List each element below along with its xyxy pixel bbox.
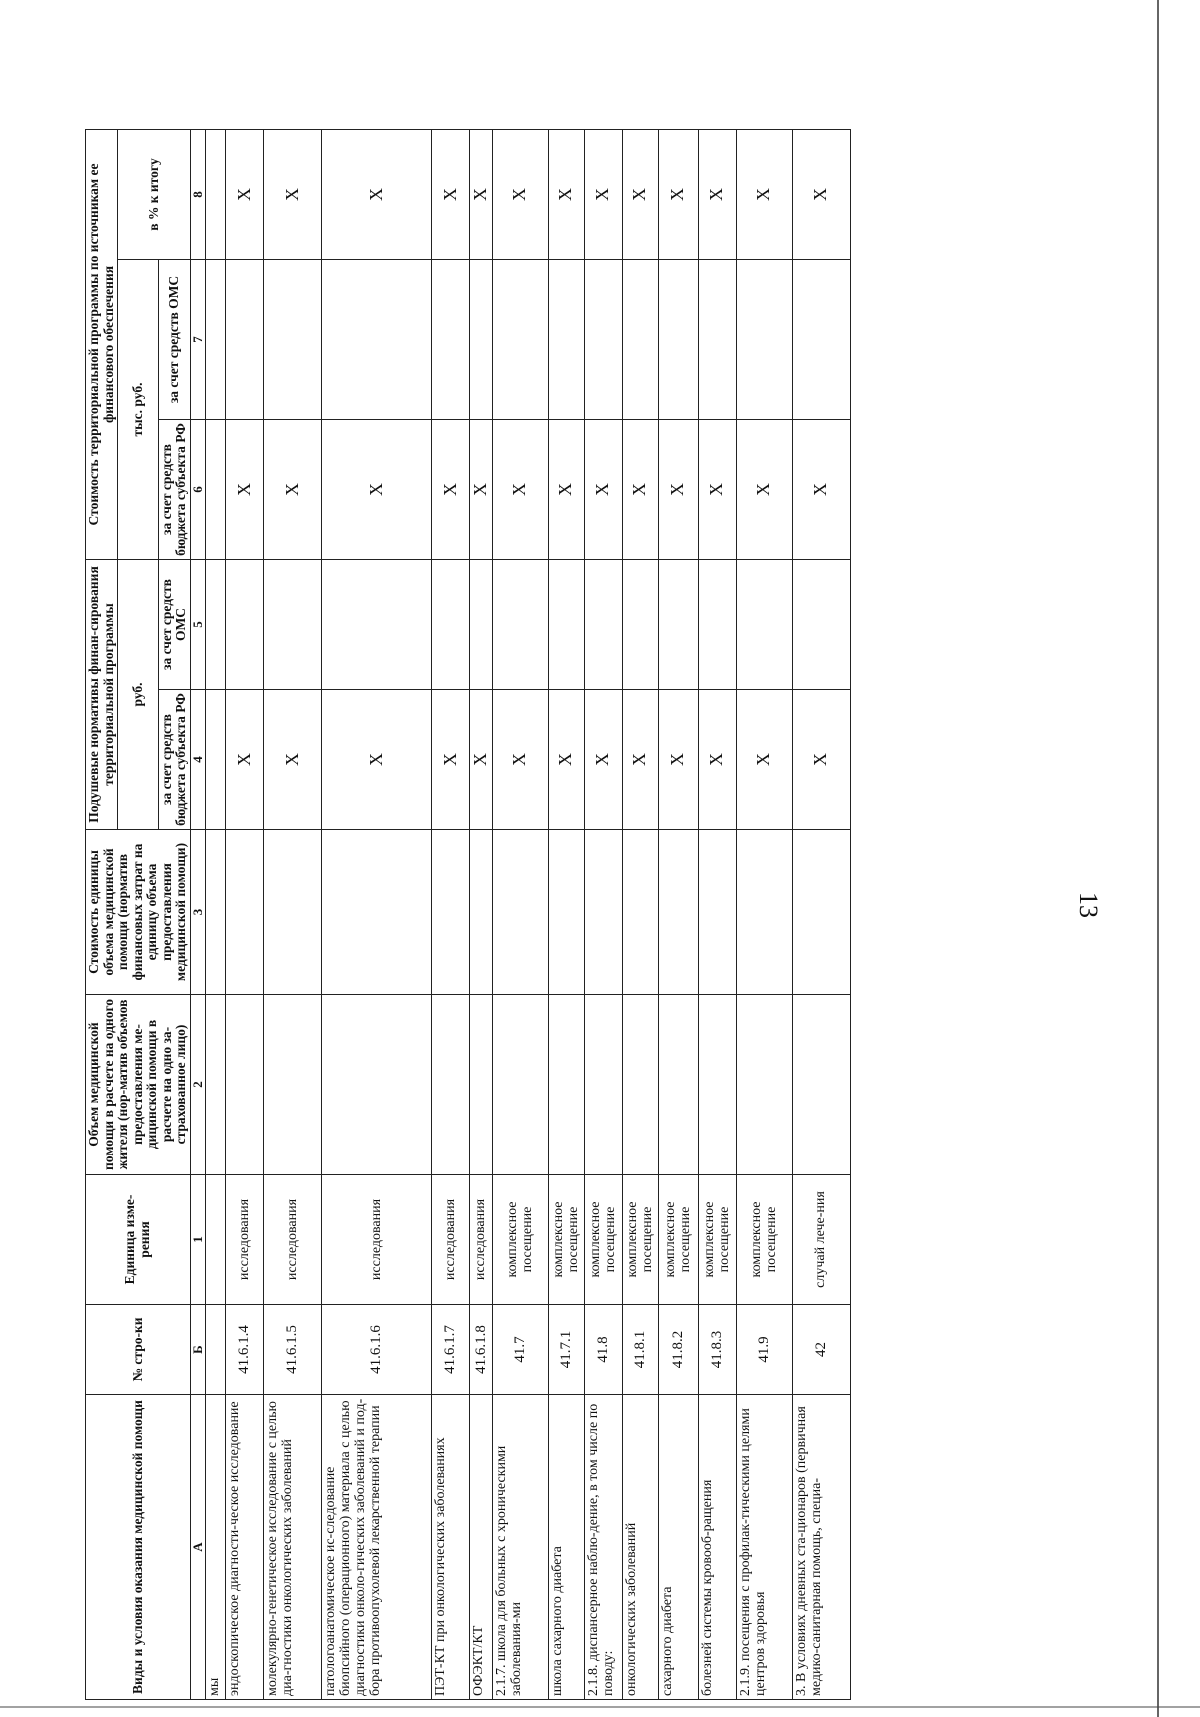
row-col7 xyxy=(492,260,548,420)
row-col6: Х xyxy=(658,420,698,560)
col-a-header: Виды и условия оказания медицинской помощи xyxy=(86,1395,191,1700)
row-col7 xyxy=(264,260,322,420)
row-col8: Х xyxy=(432,129,470,259)
group-45-unit: руб. xyxy=(118,560,159,830)
row-col6: Х xyxy=(698,420,736,560)
row-col8: Х xyxy=(226,129,264,259)
row-col6: Х xyxy=(322,420,432,560)
row-volume xyxy=(492,995,548,1175)
row-cost xyxy=(584,830,622,995)
row-col8: Х xyxy=(470,129,492,259)
row-volume xyxy=(432,995,470,1175)
row-col6: Х xyxy=(736,420,792,560)
row-col4: Х xyxy=(432,690,470,830)
row-volume xyxy=(470,995,492,1175)
row-col5 xyxy=(432,560,470,690)
row-volume xyxy=(322,995,432,1175)
row-col6: Х xyxy=(792,420,850,560)
row-label: 2.1.8. диспансерное наблю-дение, в том числе по поводу: xyxy=(584,1395,622,1700)
row-col7 xyxy=(622,260,658,420)
row-label: школа сахарного диабета xyxy=(548,1395,584,1700)
row-unit: исследования xyxy=(432,1175,470,1305)
row-col7 xyxy=(226,260,264,420)
row-col4: Х xyxy=(322,690,432,830)
index-cell: 4 xyxy=(191,690,206,830)
row-col4: Х xyxy=(226,690,264,830)
row-number: 41.6.1.7 xyxy=(432,1305,470,1395)
row-number: 41.8 xyxy=(584,1305,622,1395)
table-row xyxy=(792,129,850,1699)
row-col8: Х xyxy=(584,129,622,259)
row-label: эндоскопическое диагности-ческое исследование xyxy=(226,1395,264,1700)
row-col5 xyxy=(584,560,622,690)
row-unit: комплексное посещение xyxy=(492,1175,548,1305)
row-cost xyxy=(548,830,584,995)
row-col5 xyxy=(322,560,432,690)
row-col8: Х xyxy=(698,129,736,259)
row-col8: Х xyxy=(492,129,548,259)
row-col8: Х xyxy=(622,129,658,259)
row-cost xyxy=(792,830,850,995)
index-cell: 1 xyxy=(191,1175,206,1305)
col-7-header: за счет средств ОМС xyxy=(158,260,190,420)
row-col5 xyxy=(226,560,264,690)
row-col8 xyxy=(206,129,226,259)
row-col4 xyxy=(206,690,226,830)
col-2-header: Объем медицинской помощи в расчете на одного жителя (нор-матив объемов предоставления ме-дицинской помощи в расчете на одно за-страхованное лицо) xyxy=(86,995,191,1175)
row-number xyxy=(206,1305,226,1395)
row-number: 41.8.3 xyxy=(698,1305,736,1395)
index-cell: 5 xyxy=(191,560,206,690)
row-volume xyxy=(264,995,322,1175)
row-col6: Х xyxy=(622,420,658,560)
table-row xyxy=(206,129,226,1699)
row-cost xyxy=(322,830,432,995)
index-cell: 7 xyxy=(191,260,206,420)
row-volume xyxy=(698,995,736,1175)
row-unit: исследования xyxy=(226,1175,264,1305)
row-col5 xyxy=(698,560,736,690)
row-col7 xyxy=(206,260,226,420)
row-number: 41.9 xyxy=(736,1305,792,1395)
row-col8: Х xyxy=(264,129,322,259)
col-5-header: за счет средств ОМС xyxy=(158,560,190,690)
row-col5 xyxy=(264,560,322,690)
row-col6: Х xyxy=(470,420,492,560)
row-unit: комплексное посещение xyxy=(622,1175,658,1305)
row-unit: исследования xyxy=(470,1175,492,1305)
row-label: сахарного диабета xyxy=(658,1395,698,1700)
col-8-header: в % к итогу xyxy=(118,129,191,259)
row-col7 xyxy=(658,260,698,420)
row-cost xyxy=(736,830,792,995)
table-row xyxy=(226,129,264,1699)
table-row xyxy=(736,129,792,1699)
row-col6: Х xyxy=(492,420,548,560)
table-row xyxy=(622,129,658,1699)
row-number: 41.7.1 xyxy=(548,1305,584,1395)
row-col8: Х xyxy=(322,129,432,259)
row-unit xyxy=(206,1175,226,1305)
row-col7 xyxy=(322,260,432,420)
row-col5 xyxy=(792,560,850,690)
row-volume xyxy=(548,995,584,1175)
row-label: онкологических заболеваний xyxy=(622,1395,658,1700)
header-row-1 xyxy=(86,129,118,1699)
table-row xyxy=(322,129,432,1699)
table-row xyxy=(584,129,622,1699)
row-col4: Х xyxy=(470,690,492,830)
index-cell: Б xyxy=(191,1305,206,1395)
row-col4: Х xyxy=(658,690,698,830)
row-col8: Х xyxy=(736,129,792,259)
row-col5 xyxy=(548,560,584,690)
group-45-header: Подушевые нормативы финан-сирования территориальной программы xyxy=(86,560,118,830)
index-cell: А xyxy=(191,1395,206,1700)
row-label: ПЭТ-КТ при онкологических заболеваниях xyxy=(432,1395,470,1700)
row-col7 xyxy=(432,260,470,420)
row-cost xyxy=(622,830,658,995)
row-col6: Х xyxy=(584,420,622,560)
table-row xyxy=(264,129,322,1699)
table-row xyxy=(698,129,736,1699)
row-volume xyxy=(622,995,658,1175)
row-col6: Х xyxy=(264,420,322,560)
row-col8: Х xyxy=(792,129,850,259)
row-number: 41.6.1.4 xyxy=(226,1305,264,1395)
row-col4: Х xyxy=(492,690,548,830)
row-col7 xyxy=(470,260,492,420)
row-cost xyxy=(658,830,698,995)
row-unit: комплексное посещение xyxy=(548,1175,584,1305)
row-col5 xyxy=(622,560,658,690)
row-number: 41.6.1.8 xyxy=(470,1305,492,1395)
row-label: мы xyxy=(206,1395,226,1700)
row-col4: Х xyxy=(622,690,658,830)
row-number: 41.6.1.6 xyxy=(322,1305,432,1395)
row-col7 xyxy=(548,260,584,420)
row-volume xyxy=(584,995,622,1175)
row-col5 xyxy=(206,560,226,690)
row-col6: Х xyxy=(432,420,470,560)
rotated-table-container xyxy=(85,130,851,1700)
row-number: 41.8.1 xyxy=(622,1305,658,1395)
row-unit: комплексное посещение xyxy=(736,1175,792,1305)
row-volume xyxy=(226,995,264,1175)
index-cell: 6 xyxy=(191,420,206,560)
row-cost xyxy=(226,830,264,995)
table-row xyxy=(548,129,584,1699)
table-row xyxy=(432,129,470,1699)
row-unit: комплексное посещение xyxy=(698,1175,736,1305)
row-number: 42 xyxy=(792,1305,850,1395)
table-row xyxy=(492,129,548,1699)
row-col5 xyxy=(470,560,492,690)
index-cell: 3 xyxy=(191,830,206,995)
col-4-header: за счет средств бюджета субъекта РФ xyxy=(158,690,190,830)
row-col6 xyxy=(206,420,226,560)
row-col5 xyxy=(658,560,698,690)
row-label: молекулярно-генетическое исследование с целью диа-гностики онкологических заболеваний xyxy=(264,1395,322,1700)
row-col6: Х xyxy=(548,420,584,560)
row-volume xyxy=(658,995,698,1175)
row-number: 41.7 xyxy=(492,1305,548,1395)
row-col5 xyxy=(492,560,548,690)
row-volume xyxy=(206,995,226,1175)
row-col7 xyxy=(584,260,622,420)
row-label: 2.1.9. посещения с профилак-тическими целями центров здоровья xyxy=(736,1395,792,1700)
row-col8: Х xyxy=(548,129,584,259)
row-volume xyxy=(792,995,850,1175)
row-label: ОФЭКТ/КТ xyxy=(470,1395,492,1700)
table-row xyxy=(658,129,698,1699)
col-3-header: Стоимость единицы объема медицинской помощи (норматив финансовых затрат на единицу объема предоставления медицинской помощи) xyxy=(86,830,191,995)
row-cost xyxy=(470,830,492,995)
row-cost xyxy=(698,830,736,995)
row-label: патологоанатомическое ис-следование биопсийного (операционного) материала с целью диагностики онколо-гических заболеваний и под-бора противоопухолевой лекарственной терапии xyxy=(322,1395,432,1700)
row-cost xyxy=(492,830,548,995)
row-unit: исследования xyxy=(264,1175,322,1305)
row-volume xyxy=(736,995,792,1175)
row-col4: Х xyxy=(792,690,850,830)
row-cost xyxy=(264,830,322,995)
row-label: 3. В условиях дневных ста-ционаров (первичная медико-санитарная помощь, специа- xyxy=(792,1395,850,1700)
row-col4: Х xyxy=(698,690,736,830)
row-col4: Х xyxy=(548,690,584,830)
row-col6: Х xyxy=(226,420,264,560)
row-col7 xyxy=(698,260,736,420)
table-row xyxy=(470,129,492,1699)
row-col4: Х xyxy=(264,690,322,830)
col-1-header: Единица изме-рения xyxy=(86,1175,191,1305)
row-col7 xyxy=(792,260,850,420)
row-unit: случай лече-ния xyxy=(792,1175,850,1305)
row-col7 xyxy=(736,260,792,420)
row-cost xyxy=(206,830,226,995)
page-number: 13 xyxy=(1074,892,1103,918)
row-col8: Х xyxy=(658,129,698,259)
col-b-header: № стро-ки xyxy=(86,1305,191,1395)
row-col4: Х xyxy=(584,690,622,830)
group-67-unit: тыс. руб. xyxy=(118,260,159,560)
col-6-header: за счет средств бюджета субъекта РФ xyxy=(158,420,190,560)
row-number: 41.6.1.5 xyxy=(264,1305,322,1395)
row-unit: исследования xyxy=(322,1175,432,1305)
group-678-header: Стоимость территориальной программы по источникам ее финансового обеспечения xyxy=(86,129,118,559)
row-label: 2.1.7. школа для больных с хроническими заболевания-ми xyxy=(492,1395,548,1700)
row-number: 41.8.2 xyxy=(658,1305,698,1395)
index-cell: 8 xyxy=(191,129,206,259)
row-col4: Х xyxy=(736,690,792,830)
index-cell: 2 xyxy=(191,995,206,1175)
row-cost xyxy=(432,830,470,995)
column-index-row xyxy=(191,129,206,1699)
row-label: болезней системы кровооб-ращения xyxy=(698,1395,736,1700)
row-col5 xyxy=(736,560,792,690)
row-unit: комплексное посещение xyxy=(584,1175,622,1305)
row-unit: комплексное посещение xyxy=(658,1175,698,1305)
funding-table xyxy=(85,129,851,1700)
